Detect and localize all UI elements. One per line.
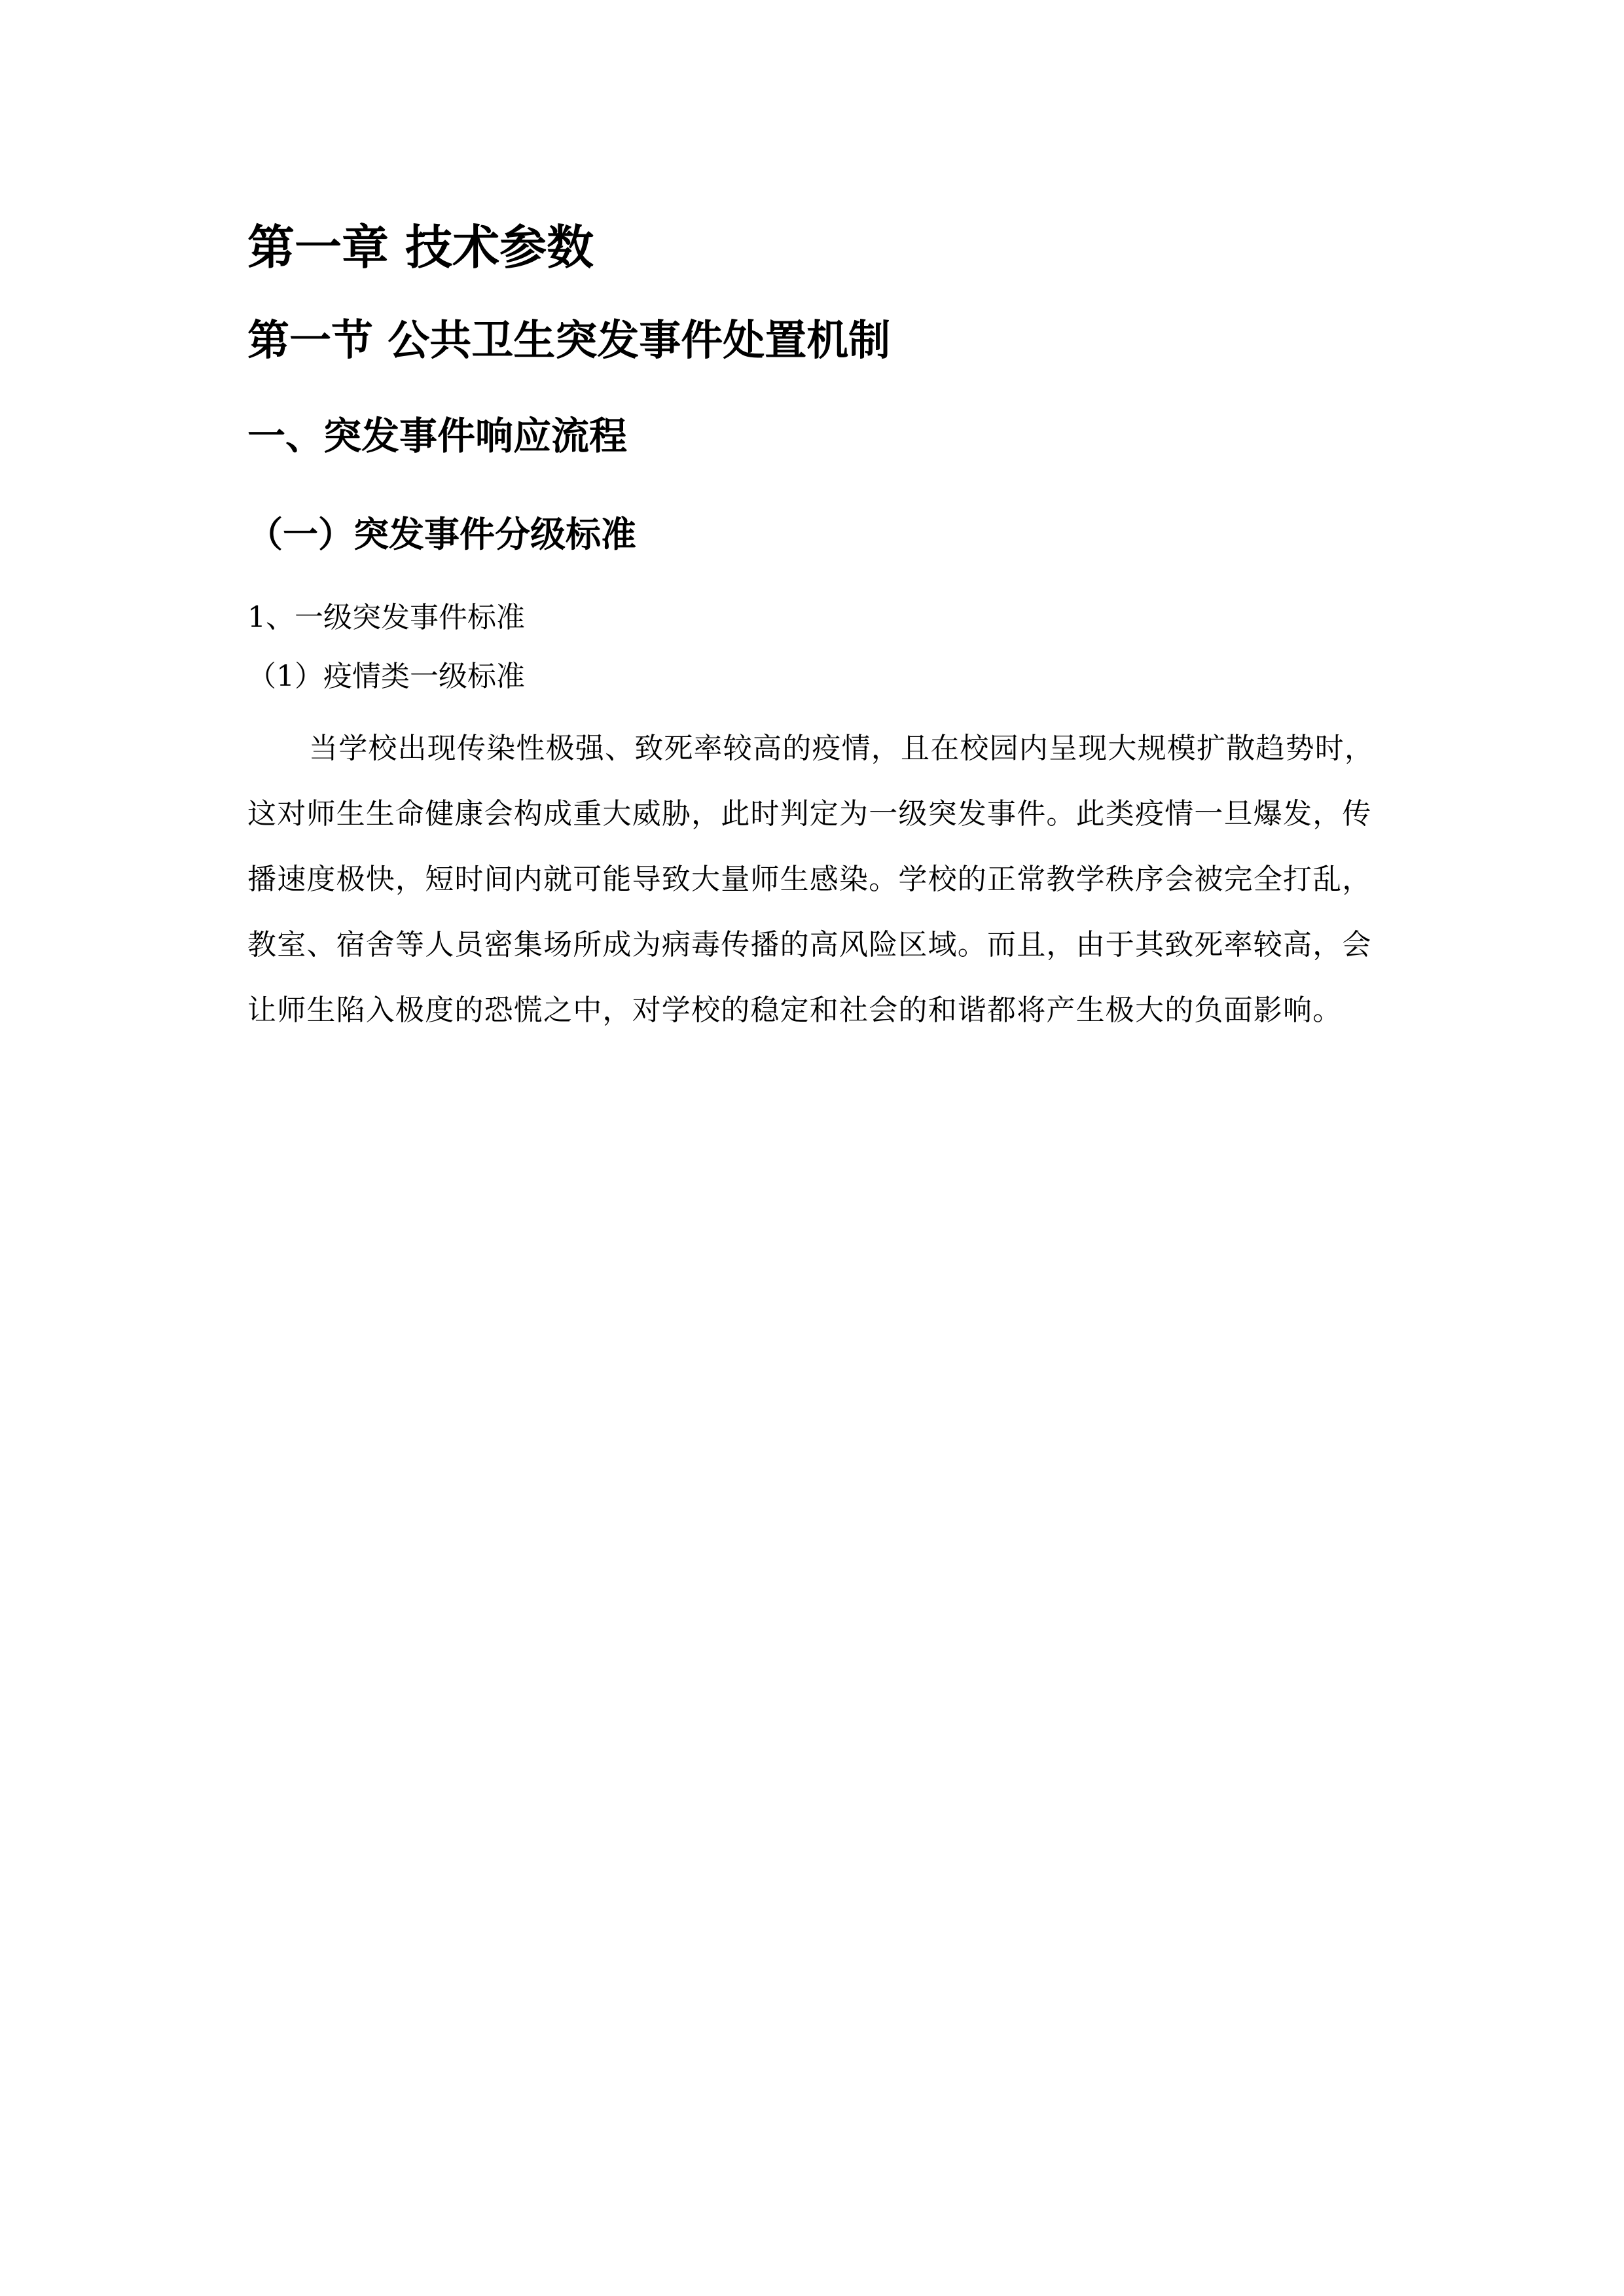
chapter-title: 第一章 技术参数 (247, 220, 594, 275)
subsection-title: 一、突发事件响应流程 (247, 414, 628, 458)
level5-heading: （1）疫情类一级标准 (247, 660, 525, 693)
section-title: 第一节 公共卫生突发事件处置机制 (247, 317, 891, 365)
level4-heading: 1、一级突发事件标准 (247, 601, 525, 634)
level3-heading: （一）突发事件分级标准 (247, 513, 636, 555)
body-paragraph: 当学校出现传染性极强、致死率较高的疫情，且在校园内呈现大规模扩散趋势时，这对师生生命健康会构成重大威胁，此时判定为一级突发事件。此类疫情一旦爆发，传播速度极快，短时间内就可能导致大量师生感染。学校的正常教学秩序会被完全打乱，教室、宿舍等人员密集场所成为病毒传播的高风险区域。而且，由于其致死率较高，会让师生陷入极度的恐慌之中，对学校的稳定和社会的和谐都将产生极大的负面影响。 (247, 732, 1375, 1027)
